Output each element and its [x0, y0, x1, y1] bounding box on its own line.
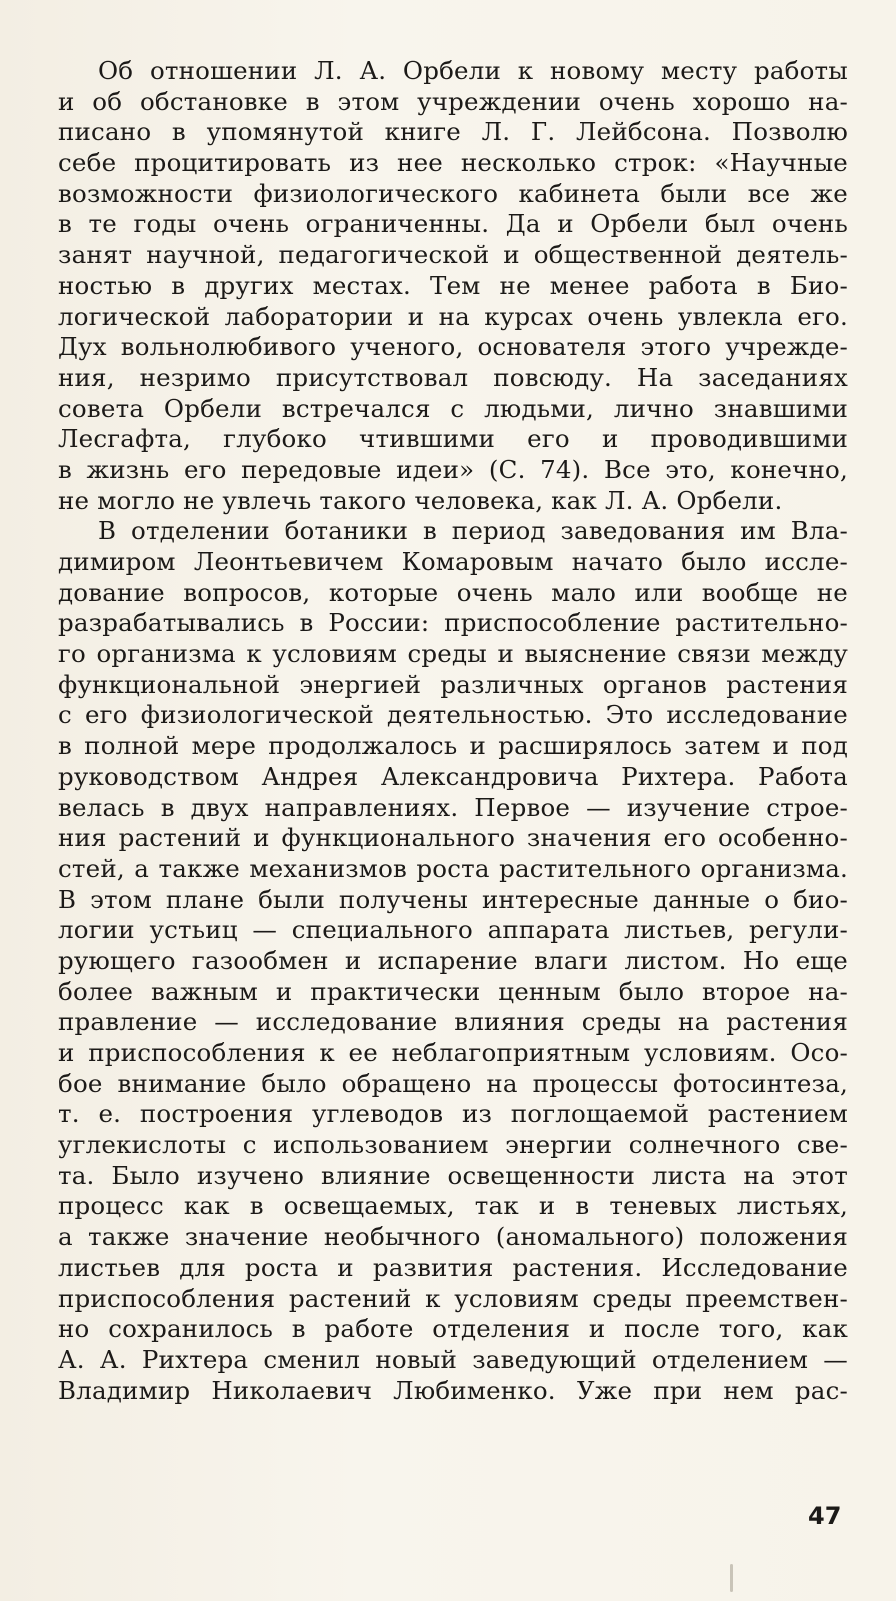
- text-line: и об обстановке в этом учреждении очень хорошо на-: [58, 86, 848, 116]
- text-line: логии устьиц — специального аппарата листьев, регули-: [58, 915, 848, 945]
- text-line: листьев для роста и развития растения. Исследование: [58, 1252, 848, 1282]
- text-line: ния растений и функционального значения его особенно-: [58, 823, 848, 853]
- body-text: [58, 56, 848, 1406]
- page-number: 47: [808, 1502, 842, 1530]
- text-line: углекислоты с использованием энергии солнечного све-: [58, 1130, 848, 1160]
- text-line: разрабатывались в России: приспособление растительно-: [58, 608, 848, 638]
- text-line: рующего газообмен и испарение влаги листом. Но еще: [58, 945, 848, 975]
- text-line: в полной мере продолжалось и расширялось затем и под: [58, 731, 848, 761]
- text-line: го организма к условиям среды и выяснение связи между: [58, 639, 848, 669]
- text-line: димиром Леонтьевичем Комаровым начато было иссле-: [58, 547, 848, 576]
- text-line: совета Орбели встречался с людьми, лично знавшими: [58, 393, 848, 423]
- paper-speck: [730, 1564, 733, 1592]
- text-line: дование вопросов, которые очень мало или вообще не: [58, 577, 848, 607]
- text-line: процесс как в освещаемых, так и в теневых листьях,: [58, 1191, 848, 1221]
- text-line: ния, незримо присутствовал повсюду. На заседаниях: [58, 362, 848, 392]
- text-line: Лесгафта, глубоко чтившими его и проводившими: [58, 424, 848, 454]
- text-line: т. е. построения углеводов из поглощаемой растением: [58, 1099, 848, 1129]
- text-line: более важным и практически ценным было второе на-: [58, 976, 848, 1006]
- text-line: занят научной, педагогической и общественной деятель-: [58, 240, 848, 270]
- text-line: Об отношении Л. А. Орбели к новому месту работы: [98, 56, 848, 85]
- text-line: А. А. Рихтера сменил новый заведующий отделением —: [58, 1344, 848, 1374]
- text-line: в жизнь его передовые идеи» (С. 74). Все это, конечно,: [58, 454, 848, 484]
- text-line: не могло не увлечь такого человека, как Л. А. Орбели.: [58, 485, 783, 515]
- text-line: с его физиологической деятельностью. Это исследование: [58, 700, 848, 730]
- paragraph-2: [58, 516, 848, 1406]
- text-line: функциональной энергией различных органов растения: [58, 669, 848, 699]
- text-line: себе процитировать из нее несколько строк: «Научные: [58, 148, 848, 178]
- text-line: правление — исследование влияния среды на растения: [58, 1007, 848, 1037]
- text-line: в те годы очень ограниченны. Да и Орбели был очень: [58, 209, 848, 239]
- text-line: велась в двух направлениях. Первое — изучение строе-: [58, 792, 848, 822]
- text-line: возможности физиологического кабинета были все же: [58, 178, 848, 208]
- text-line: и приспособления к ее неблагоприятным условиям. Осо-: [58, 1038, 848, 1067]
- text-line: приспособления растений к условиям среды преемствен-: [58, 1283, 848, 1313]
- text-line: Владимир Николаевич Любименко. Уже при нем рас-: [58, 1375, 848, 1405]
- text-line: Дух вольнолюбивого ученого, основателя этого учрежде-: [58, 332, 848, 362]
- text-line: но сохранилось в работе отделения и после того, как: [58, 1314, 848, 1344]
- text-line: стей, а также механизмов роста растительного организма.: [58, 853, 848, 883]
- text-line: В отделении ботаники в период заведования им Вла-: [98, 516, 848, 546]
- text-line: В этом плане были получены интересные данные о био-: [58, 884, 848, 914]
- text-line: логической лаборатории и на курсах очень увлекла его.: [58, 301, 848, 331]
- text-line: а также значение необычного (аномального) положения: [58, 1222, 848, 1252]
- text-line: руководством Андрея Александровича Рихтера. Работа: [58, 761, 848, 791]
- text-line: бое внимание было обращено на процессы фотосинтеза,: [58, 1068, 848, 1098]
- text-line: ностью в других местах. Тем не менее работа в Био-: [58, 270, 848, 300]
- text-line: писано в упомянутой книге Л. Г. Лейбсона. Позволю: [58, 117, 848, 147]
- text-line: та. Было изучено влияние освещенности листа на этот: [58, 1160, 848, 1190]
- paragraph-1: [58, 56, 848, 516]
